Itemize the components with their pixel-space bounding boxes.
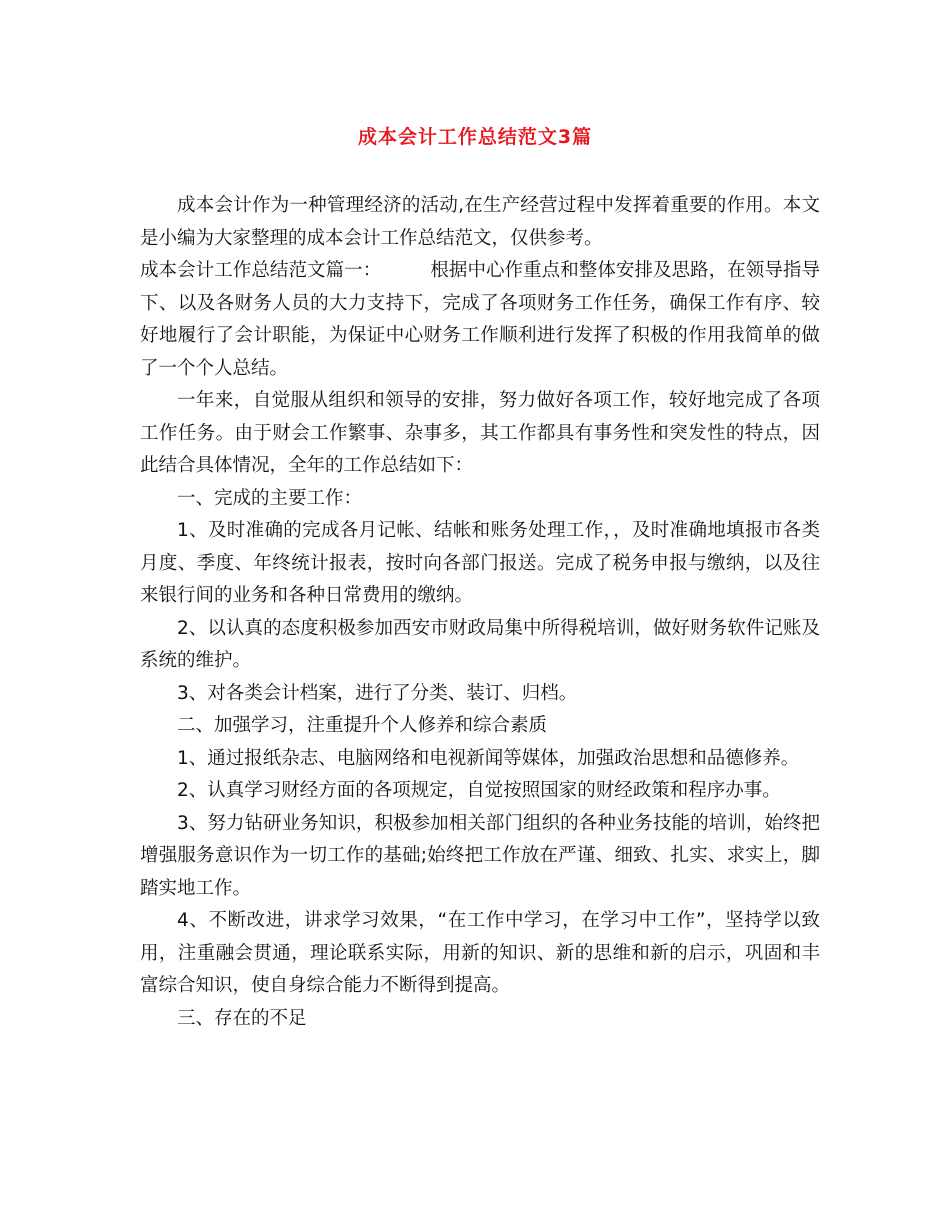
study-item-3: 3、努力钻研业务知识，积极参加相关部门组织的各种业务技能的培训，始终把增强服务意识作为一切工作的基础;始终把工作放在严谨、细致、扎实、求实上，脚踏实地工作。	[140, 812, 820, 899]
study-item-1: 1、通过报纸杂志、电脑网络和电视新闻等媒体，加强政治思想和品德修养。	[177, 747, 800, 769]
year-summary-paragraph: 一年来，自觉服从组织和领导的安排，努力做好各项工作，较好地完成了各项工作任务。由于财会工作繁事、杂事多，其工作都具有事务性和突发性的特点，因此结合具体情况，全年的工作总结如下：	[140, 390, 820, 476]
document-title: 成本会计工作总结范文3篇	[357, 126, 593, 148]
section-one-heading: 成本会计工作总结范文篇一：	[140, 260, 382, 281]
section-one-paragraph	[140, 255, 820, 385]
main-work-item-3: 3、对各类会计档案，进行了分类、装订、归档。	[177, 682, 578, 704]
heading-main-work: 一、完成的主要工作：	[177, 487, 363, 509]
study-item-2: 2、认真学习财经方面的各项规定，自觉按照国家的财经政策和程序办事。	[177, 780, 781, 801]
heading-shortcomings: 三、存在的不足	[177, 1007, 307, 1029]
section-one-lead: 根据中心作重点和整体安排及思路，在领导指导下、以及各财务人员的大力支持下，完成了各项财务工作任务，确保工作有序、较好地履行了会计职能，为保证中心财务工作顺利进行发挥了积极的作用我简单的做了一个个人总结。	[140, 260, 820, 379]
document-body	[140, 190, 820, 1035]
study-item-4: 4、不断改进，讲求学习效果，“在工作中学习，在学习中工作”，坚持学以致用，注重融会贯通，理论联系实际，用新的知识、新的思维和新的启示，巩固和丰富综合知识，使自身综合能力不断得到提高。	[140, 910, 820, 996]
heading-study: 二、加强学习，注重提升个人修养和综合素质	[177, 715, 548, 736]
main-work-item-1: 1、及时准确的完成各月记帐、结帐和账务处理工作，，及时准确地填报市各类月度、季度、年终统计报表，按时向各部门报送。完成了税务申报与缴纳，以及往来银行间的业务和各种日常费用的缴纳。	[140, 520, 820, 606]
intro-paragraph: 成本会计作为一种管理经济的活动,在生产经营过程中发挥着重要的作用。本文是小编为大家整理的成本会计工作总结范文，仅供参考。	[140, 195, 820, 249]
main-work-item-2: 2、以认真的态度积极参加西安市财政局集中所得税培训，做好财务软件记账及系统的维护。	[140, 617, 820, 671]
